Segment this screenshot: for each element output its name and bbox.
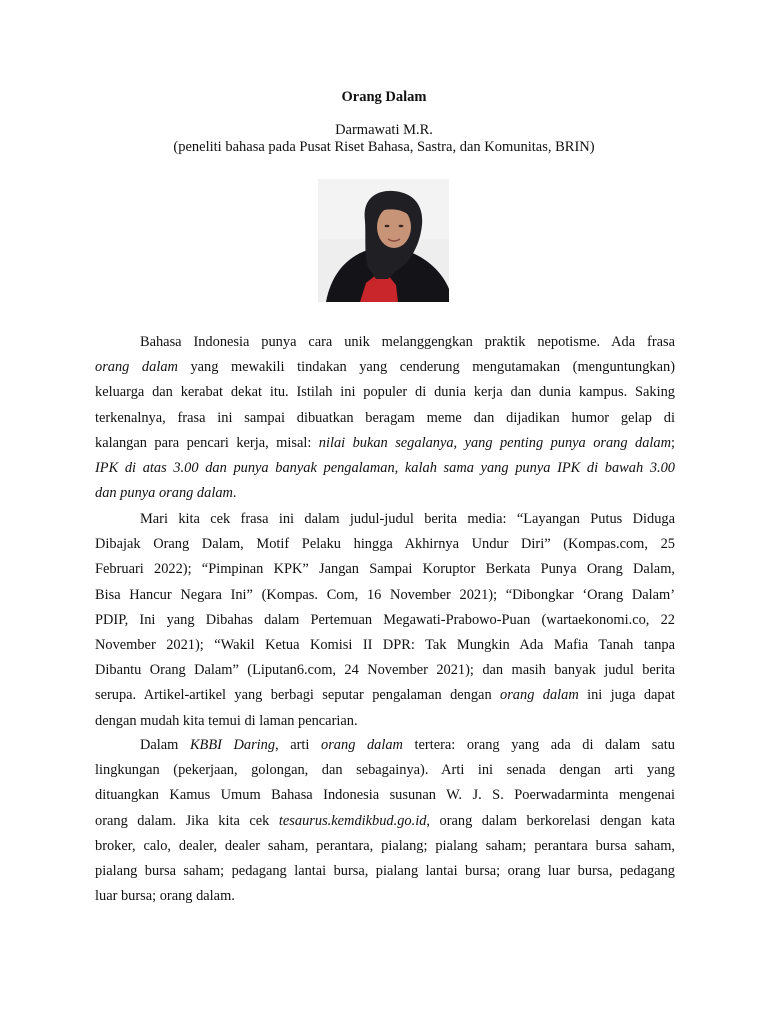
text-line [95,635,675,655]
text-run: broker, calo, dealer, dealer saham, perantara, pialang; pialang saham; perantara bursa saham, [95,837,675,854]
text-line [95,610,675,630]
text-run: luar bursa; orang dalam. [95,888,235,905]
text-run: ini juga dapat [578,687,675,704]
text-line [95,357,675,377]
text-line [95,660,675,680]
text-line [95,382,675,402]
text-line [95,585,675,605]
italic-text: dan punya orang dalam [95,485,233,502]
italic-text: orang dalam [95,359,178,376]
text-line [95,534,675,554]
italic-text: IPK di atas 3.00 dan punya banyak pengalaman, kalah sama yang punya IPK di bawah 3.00 [95,460,675,476]
text-line [95,483,675,503]
text-line [95,711,675,731]
text-run: ; [671,434,675,451]
text-line [95,685,675,705]
text-run: kalangan para pencari kerja, misal: [95,434,319,451]
text-line [95,760,675,780]
text-run: dituangkan Kamus Umum Bahasa Indonesia susunan W. J. S. Poerwadarminta mengenai [95,787,675,804]
italic-text: orang dalam [500,687,579,704]
article-title: Orang Dalam [341,89,427,105]
text-run: , orang dalam berkorelasi dengan kata [426,812,676,829]
text-run: Dibajak Orang Dalam, Motif Pelaku hingga Akhirnya Undur Diri” (Kompas.com, 25 [95,536,675,553]
text-line [95,559,675,579]
text-run: pialang bursa saham; pedagang lantai bursa, pialang lantai bursa; orang luar bursa, pedagang [95,863,675,879]
text-run: lingkungan (pekerjaan, golongan, dan sebagainya). Arti ini senada dengan arti yang [95,762,675,779]
text-line [95,433,675,453]
text-line [140,735,675,755]
text-run: . [232,485,237,502]
text-run: Mari kita cek frasa ini dalam judul-judul berita media: “Layangan Putus Diduga [140,511,675,527]
author-name: Darmawati M.R. [335,122,433,138]
text-line [95,886,675,906]
text-line [95,811,675,831]
text-line [95,836,675,856]
text-line [140,509,675,529]
text-run: November 2021); “Wakil Ketua Komisi II DPR: Tak Mungkin Ada Mafia Tanah tanpa [95,637,675,653]
text-run: Bahasa Indonesia punya cara unik melanggengkan praktik nepotisme. Ada frasa [140,334,675,350]
text-line [95,785,675,805]
text-line [95,408,675,428]
italic-text: KBBI Daring [189,737,276,753]
italic-text: orang dalam [321,737,403,753]
text-run: dengan mudah kita temui di laman pencarian. [95,712,358,729]
author-portrait-photo [318,179,449,302]
text-run: Bisa Hancur Negara Ini” (Kompas. Com, 16 November 2021); “Dibongkar ‘Orang Dalam’ [95,586,675,603]
text-run: Februari 2022); “Pimpinan KPK” Jangan Sampai Koruptor Berkata Punya Orang Dalam, [95,561,675,578]
text-run: , arti [275,737,322,753]
text-run: PDIP, Ini yang Dibahas dalam Pertemuan Megawati-Prabowo-Puan (wartaekonomi.co, 22 [95,611,675,628]
text-line [95,458,675,478]
text-run: terkenalnya, frasa ini sampai dibuatkan beragam meme dan dijadikan humor gelap di [95,409,675,426]
author-affiliation: (peneliti bahasa pada Pusat Riset Bahasa, Sastra, dan Komunitas, BRIN) [173,139,595,155]
text-line [140,332,675,352]
italic-text: tesaurus.kemdikbud.go.id [278,812,427,829]
italic-text: nilai bukan segalanya, yang penting punya orang dalam [318,434,671,451]
text-run: yang mewakili tindakan yang cenderung mengutamakan (menguntungkan) [177,359,675,376]
text-run: Dibantu Orang Dalam” (Liputan6.com, 24 November 2021); dan masih banyak judul berita [95,662,675,679]
text-run: keluarga dan kerabat dekat itu. Istilah ini populer di dunia kerja dan dunia kampus. Saking [95,384,675,401]
text-run: Dalam [140,737,190,753]
text-run: tertera: orang yang ada di dalam satu [402,737,675,753]
text-run: serupa. Artikel-artikel yang berbagi seputar pengalaman dengan [95,687,501,704]
text-line [95,861,675,881]
text-run: orang dalam. Jika kita cek [95,812,279,829]
